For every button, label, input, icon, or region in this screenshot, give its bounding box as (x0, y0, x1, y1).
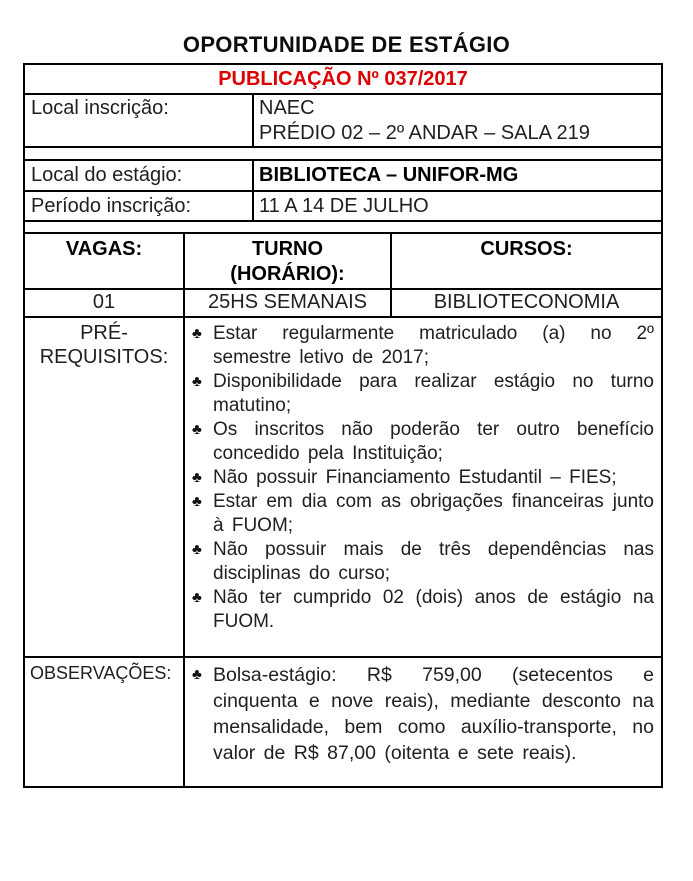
turno-header (185, 234, 392, 288)
club-bullet-icon: ♣ (192, 666, 202, 683)
cursos-header: CURSOS: (480, 238, 573, 260)
club-bullet-icon: ♣ (192, 373, 202, 390)
requirement-text: Estar em dia com as obrigações financeiras junto à FUOM; (213, 491, 654, 536)
requirement-item (192, 490, 654, 538)
registration-location-line1: NAEC (259, 97, 315, 119)
requirement-text: Não possuir Financiamento Estudantil – FIES; (213, 467, 617, 488)
requirements-label-line2: REQUISITOS: (39, 346, 169, 368)
registration-period-row (25, 192, 661, 222)
requirement-text: Não ter cumprido 02 (dois) anos de estágio na FUOM. (213, 587, 654, 632)
registration-location-value (254, 95, 661, 146)
document-page (0, 32, 693, 881)
announcement-table (23, 63, 663, 788)
summary-value-row (25, 290, 661, 318)
club-bullet-icon: ♣ (192, 541, 202, 558)
internship-location-row (25, 161, 661, 192)
publication-number: PUBLICAÇÃO Nº 037/2017 (218, 67, 468, 90)
requirement-item (192, 586, 654, 634)
spacer-row (25, 148, 661, 161)
observation-text: Bolsa-estágio: R$ 759,00 (setecentos e cinquenta e nove reais), mediante desconto na mensalidade, bem como auxílio-transporte, no valor de R$ 87,00 (oitenta e sete reais). (213, 664, 654, 764)
cursos-value: BIBLIOTECONOMIA (433, 291, 620, 313)
internship-location-value: BIBLIOTECA – UNIFOR-MG (259, 164, 519, 186)
requirement-text: Estar regularmente matriculado (a) no 2º semestre letivo de 2017; (213, 323, 654, 368)
club-bullet-icon: ♣ (192, 421, 202, 438)
observations-row (25, 658, 661, 786)
registration-location-row (25, 95, 661, 148)
vagas-header: VAGAS: (25, 234, 185, 288)
observation-item (192, 662, 654, 766)
observations-list-area (185, 658, 661, 786)
publication-row (25, 65, 661, 95)
observations-list (185, 658, 661, 770)
requirement-text: Não possuir mais de três dependências nas disciplinas do curso; (213, 539, 654, 584)
turno-header-line1: TURNO (251, 238, 324, 260)
requirement-item (192, 418, 654, 466)
vagas-value: 01 (25, 290, 185, 316)
requirement-item (192, 466, 654, 490)
club-bullet-icon: ♣ (192, 493, 202, 510)
registration-location-label: Local inscrição: (25, 95, 254, 146)
requirement-item (192, 538, 654, 586)
observations-label: OBSERVAÇÕES: (25, 658, 185, 786)
registration-location-line2: PRÉDIO 02 – 2º ANDAR – SALA 219 (259, 122, 590, 144)
requirement-text: Disponibilidade para realizar estágio no turno matutino; (213, 371, 654, 416)
turno-value: 25HS SEMANAIS (185, 290, 392, 316)
registration-period-label: Período inscrição: (25, 192, 254, 220)
turno-header-line2: (HORÁRIO): (230, 263, 345, 285)
requirements-list (185, 318, 661, 638)
registration-period-value: 11 A 14 DE JULHO (259, 195, 429, 217)
spacer-row (25, 222, 661, 234)
club-bullet-icon: ♣ (192, 325, 202, 342)
requirements-label-line1: PRÉ- (80, 322, 128, 344)
internship-location-label: Local do estágio: (25, 161, 254, 190)
requirement-item (192, 322, 654, 370)
requirement-item (192, 370, 654, 418)
requirements-list-area (185, 318, 661, 656)
requirements-label (25, 318, 185, 656)
requirement-text: Os inscritos não poderão ter outro benefício concedido pela Instituição; (213, 419, 654, 464)
club-bullet-icon: ♣ (192, 589, 202, 606)
requirements-row (25, 318, 661, 658)
page-title: OPORTUNIDADE DE ESTÁGIO (182, 32, 511, 57)
club-bullet-icon: ♣ (192, 469, 202, 486)
summary-header-row (25, 234, 661, 290)
